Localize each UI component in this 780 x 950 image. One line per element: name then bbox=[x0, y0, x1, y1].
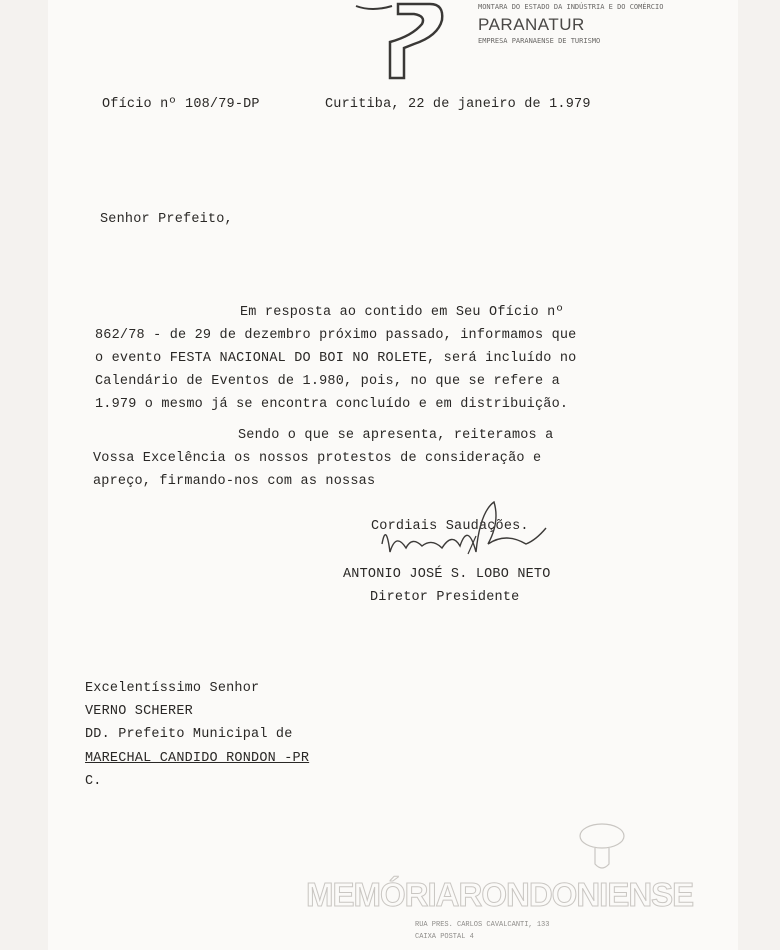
closing-line: Sendo o que se apresenta, reiteramos a bbox=[238, 428, 554, 443]
letterhead-org-line: MONTARA DO ESTADO DA INDÚSTRIA E DO COMÉRCIO bbox=[478, 3, 664, 11]
footer-line: RUA PRES. CARLOS CAVALCANTI, 133 bbox=[415, 921, 550, 929]
closing-line: Vossa Excelência os nossos protestos de consideração e bbox=[93, 451, 542, 466]
recipient-city: MARECHAL CANDIDO RONDON -PR bbox=[85, 751, 310, 766]
recipient-name: VERNO SCHERER bbox=[85, 704, 193, 719]
watermark-text: MEMÓRIARONDONIENSE bbox=[306, 876, 694, 913]
letter-reference: Ofício nº 108/79-DP bbox=[102, 97, 260, 112]
signer-name: ANTONIO JOSÉ S. LOBO NETO bbox=[343, 567, 551, 582]
paranatur-logo-icon bbox=[352, 0, 452, 82]
recipient-line: Excelentíssimo Senhor bbox=[85, 681, 260, 696]
recipient-line: C. bbox=[85, 774, 102, 789]
letter-salutation: Senhor Prefeito, bbox=[100, 212, 233, 227]
body-line: 1.979 o mesmo já se encontra concluído e em distribuição. bbox=[95, 397, 569, 412]
closing-line: apreço, firmando-nos com as nossas bbox=[93, 474, 376, 489]
body-line: Calendário de Eventos de 1.980, pois, no que se refere a bbox=[95, 374, 560, 389]
handwritten-signature-icon bbox=[376, 492, 556, 567]
signer-title: Diretor Presidente bbox=[370, 590, 520, 605]
watermark-hand-icon bbox=[575, 822, 629, 878]
letter-date: Curitiba, 22 de janeiro de 1.979 bbox=[325, 97, 591, 112]
letterhead-brand-sub: EMPRESA PARANAENSE DE TURISMO bbox=[478, 37, 601, 45]
recipient-line: DD. Prefeito Municipal de bbox=[85, 727, 293, 742]
letter-greeting: Cordiais Saudações. bbox=[371, 519, 529, 534]
letterhead-brand: PARANATUR bbox=[478, 15, 585, 34]
body-line: o evento FESTA NACIONAL DO BOI NO ROLETE, será incluído no bbox=[95, 351, 577, 366]
body-line: 862/78 - de 29 de dezembro próximo passado, informamos que bbox=[95, 328, 577, 343]
footer-line: CAIXA POSTAL 4 bbox=[415, 933, 474, 941]
body-line: Em resposta ao contido em Seu Ofício nº bbox=[240, 305, 564, 320]
